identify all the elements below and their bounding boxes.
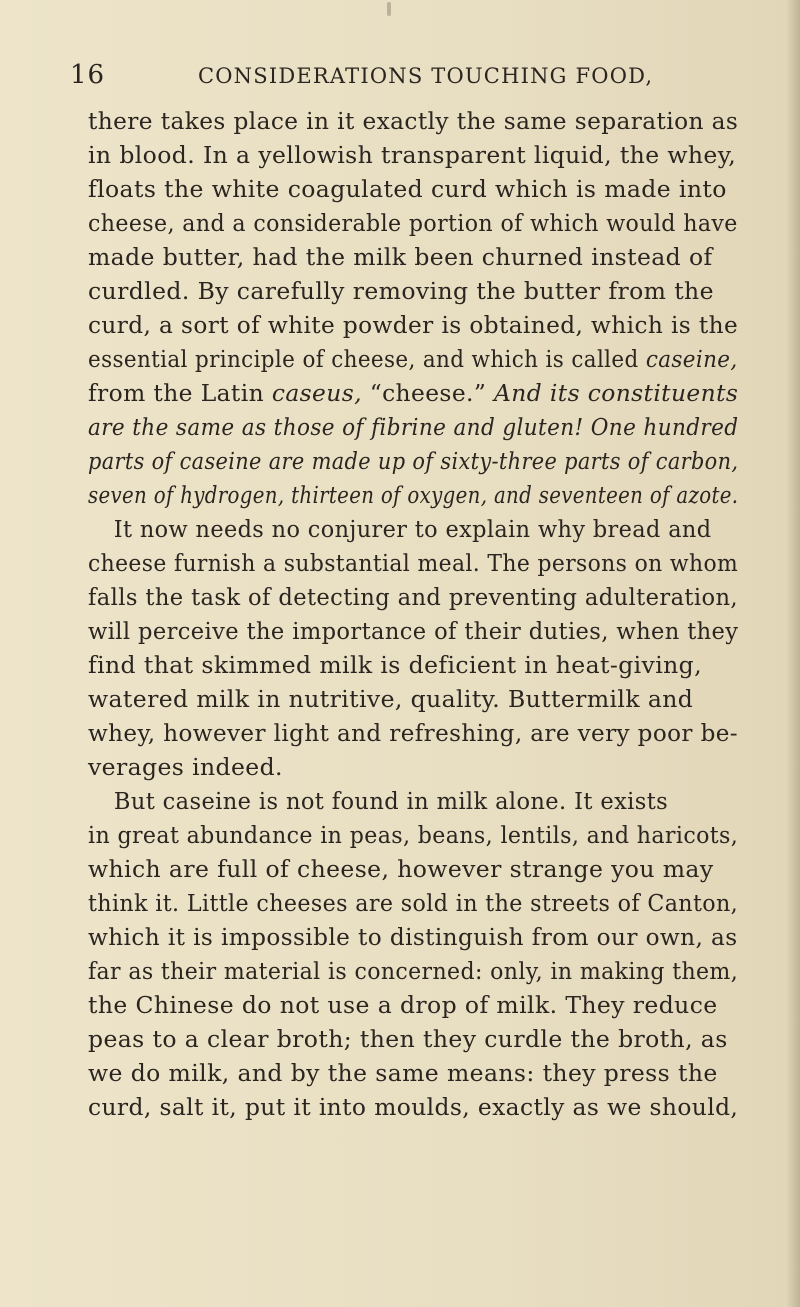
italic-line: seven of hydrogen, thirteen of oxygen, and seventeen of azote.: [88, 481, 739, 509]
text-line: [88, 376, 739, 410]
page-header: [70, 50, 720, 90]
text-line: which are full of cheese, however strange you may: [88, 855, 714, 883]
text-segment: essential principle of cheese, and which is called: [88, 345, 639, 373]
text-line: think it. Little cheeses are sold in the streets of Canton,: [88, 889, 739, 917]
paragraph: [88, 104, 738, 1124]
running-title: CONSIDERATIONS TOUCHING FOOD,: [198, 64, 654, 88]
text-line: we do milk, and by the same means: they press the: [88, 1059, 718, 1087]
italic-term: caseine,: [645, 345, 738, 373]
italic-line: parts of caseine are made up of sixty-three parts of carbon,: [88, 447, 739, 475]
page-number: 16: [70, 60, 106, 90]
text-line: floats the white coagulated curd which is made into: [88, 175, 727, 203]
page-edge-shadow: [786, 0, 800, 1307]
text-line: verages indeed.: [88, 753, 283, 781]
text-line: far as their material is concerned: only, in making them,: [88, 957, 739, 985]
text-line: It now needs no conjurer to explain why bread and: [113, 515, 712, 543]
text-line: which it is impossible to distinguish from our own, as: [88, 923, 738, 951]
text-line: cheese furnish a substantial meal. The persons on whom: [88, 549, 739, 577]
text-line: [88, 342, 738, 376]
text-line: in blood. In a yellowish transparent liquid, the whey,: [88, 141, 737, 169]
text-line: curd, a sort of white powder is obtained, which is the: [88, 311, 739, 339]
text-line: the Chinese do not use a drop of milk. They reduce: [88, 991, 718, 1019]
text-line: cheese, and a considerable portion of which would have: [88, 209, 738, 237]
text-line: find that skimmed milk is deficient in heat-giving,: [88, 651, 702, 679]
text-line: in great abundance in peas, beans, lentils, and haricots,: [88, 821, 739, 849]
print-mark: [387, 2, 391, 16]
italic-term: caseus,: [271, 379, 362, 407]
text-line: whey, however light and refreshing, are very poor be-: [88, 719, 738, 747]
text-segment: from the Latin: [88, 379, 265, 407]
text-line: watered milk in nutritive, quality. Buttermilk and: [88, 685, 694, 713]
body-text: [88, 104, 738, 1124]
italic-text: And its constituents: [494, 379, 739, 407]
text-line: will perceive the importance of their duties, when they: [88, 617, 739, 645]
text-line: falls the task of detecting and preventing adulteration,: [88, 583, 739, 611]
italic-line: are the same as those of fibrine and gluten! One hundred: [88, 413, 739, 441]
text-line: peas to a clear broth; then they curdle the broth, as: [88, 1025, 728, 1053]
text-line: curd, salt it, put it into moulds, exactly as we should,: [88, 1093, 739, 1121]
text-line: there takes place in it exactly the same separation as: [88, 107, 739, 135]
text-segment: “cheese.”: [369, 379, 487, 407]
text-line: curdled. By carefully removing the butter from the: [88, 277, 714, 305]
text-line: made butter, had the milk been churned instead of: [88, 243, 713, 271]
text-line: But caseine is not found in milk alone. It exists: [113, 787, 669, 815]
